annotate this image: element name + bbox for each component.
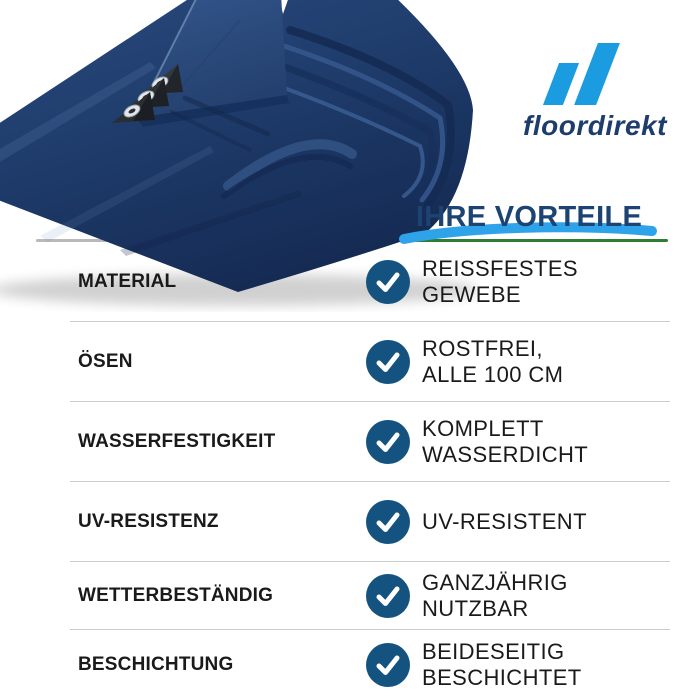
check-circle-icon	[366, 260, 410, 304]
feature-row-oesen	[70, 322, 670, 402]
feature-label: WASSERFESTIGKEIT	[78, 430, 276, 452]
feature-row-wetterbestaendig	[70, 562, 670, 630]
feature-value-line: ALLE 100 CM	[422, 361, 564, 387]
feature-value-line: ROSTFREI,	[422, 335, 543, 361]
feature-label: UV-RESISTENZ	[78, 510, 219, 532]
feature-value-line: GEWEBE	[422, 281, 521, 307]
check-circle-icon	[366, 420, 410, 464]
feature-value	[422, 570, 568, 622]
feature-row-material	[70, 242, 670, 322]
check-circle-icon	[366, 340, 410, 384]
feature-value-line: UV-RESISTENT	[422, 508, 587, 534]
feature-value	[422, 256, 578, 308]
feature-label: MATERIAL	[78, 270, 177, 292]
check-circle-icon	[366, 574, 410, 618]
check-circle-icon	[366, 500, 410, 544]
feature-value-line: KOMPLETT	[422, 415, 544, 441]
logo-bar-small-icon	[543, 63, 579, 105]
feature-value-line: BEIDESEITIG	[422, 639, 565, 664]
feature-value-line: NUTZBAR	[422, 595, 529, 621]
feature-value-line: REISSFESTES	[422, 255, 578, 281]
feature-value-line: WASSERDICHT	[422, 441, 589, 467]
brand-logo	[549, 43, 629, 106]
feature-label: ÖSEN	[78, 350, 133, 372]
check-circle-icon	[366, 643, 410, 687]
logo-bar-large-icon	[574, 43, 620, 105]
feature-value	[422, 336, 563, 388]
feature-value-line: GANZJÄHRIG	[422, 569, 568, 595]
feature-value	[422, 416, 588, 468]
feature-row-wasserfestigkeit	[70, 402, 670, 482]
feature-row-uv-resistenz	[70, 482, 670, 562]
feature-row-beschichtung	[70, 630, 670, 700]
feature-label: BESCHICHTUNG	[78, 654, 234, 675]
feature-value	[422, 639, 582, 691]
feature-value	[422, 509, 587, 535]
feature-label: WETTERBESTÄNDIG	[78, 584, 274, 606]
advantages-heading: IHRE VORTEILE	[415, 201, 643, 233]
brand-wordmark: floordirekt	[523, 110, 667, 141]
feature-value-line: BESCHICHTET	[422, 665, 582, 690]
feature-table	[70, 242, 670, 700]
